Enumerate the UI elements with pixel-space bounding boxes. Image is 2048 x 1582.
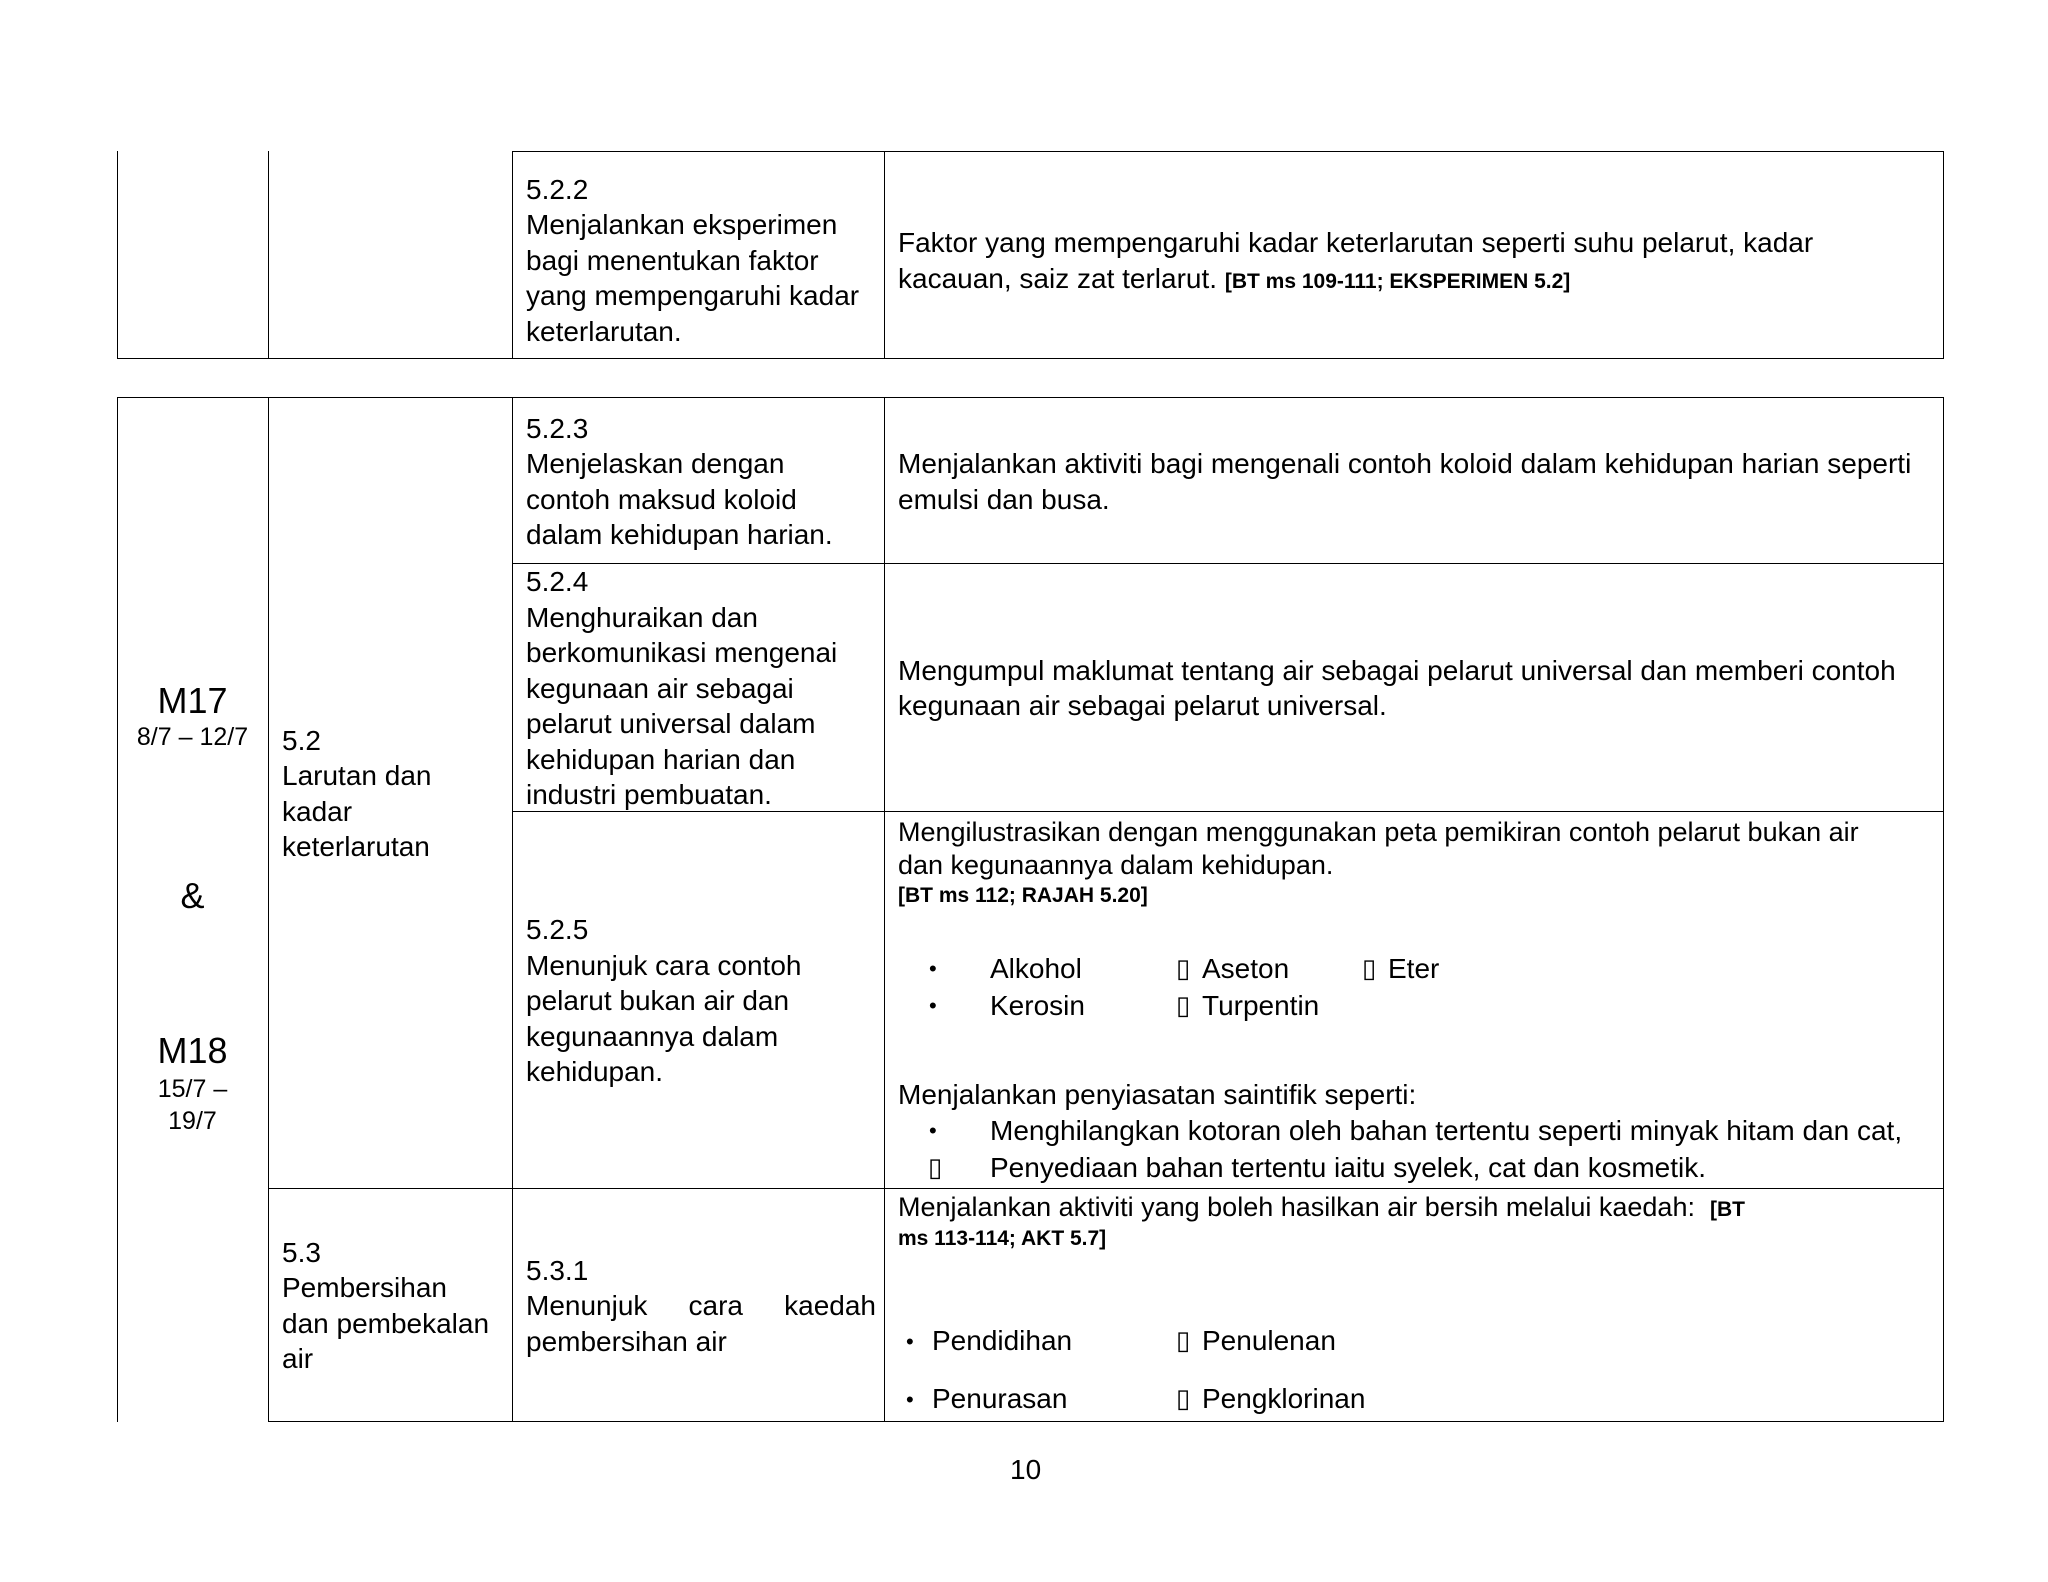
standard-text: pembersihan air <box>526 1326 727 1357</box>
standard-text: kehidupan. <box>526 1056 664 1087</box>
solvent-item: Kerosin <box>990 990 1085 1021</box>
table2-divider <box>884 397 885 1422</box>
standard-code: 5.2.3 <box>526 413 589 444</box>
standard-text: dalam kehidupan harian. <box>526 519 833 550</box>
table1-divider <box>884 151 885 359</box>
activity-text: Mengumpul maklumat tentang air sebagai pelarut universal dan memberi contoh <box>898 655 1896 686</box>
method-item: Pengklorinan <box>1202 1383 1366 1414</box>
topic-title: air <box>282 1343 314 1374</box>
standard-text: industri pembuatan. <box>526 779 772 810</box>
activity-text: Faktor yang mempengaruhi kadar keterlarutan seperti suhu pelarut, kadar <box>898 227 1814 258</box>
week-dates: 19/7 <box>168 1107 217 1135</box>
topic-code: 5.2 <box>282 725 321 756</box>
standard-text: pelarut universal dalam <box>526 708 816 739</box>
box-icon: ▯ <box>1176 990 1191 1020</box>
standard-text: contoh maksud koloid <box>526 484 797 515</box>
page-number: 10 <box>1010 1454 1042 1485</box>
box-icon: ▯ <box>1362 953 1377 983</box>
bullet-icon: • <box>906 1329 914 1354</box>
solvent-item: Eter <box>1388 953 1440 984</box>
topic-title: Larutan dan <box>282 760 432 791</box>
method-item: Penurasan <box>932 1383 1068 1414</box>
bullet-icon: • <box>906 1387 914 1412</box>
standard-text: berkomunikasi mengenai <box>526 637 838 668</box>
bullet-icon: • <box>929 1118 937 1143</box>
table1-bottom-border <box>117 358 1944 359</box>
topic-title: keterlarutan <box>282 831 430 862</box>
box-icon: ▯ <box>928 1152 943 1182</box>
standard-code: 5.2.4 <box>526 566 589 597</box>
row-divider <box>268 1188 1944 1189</box>
table1-left-border <box>117 151 118 359</box>
standard-text: kehidupan harian dan <box>526 744 796 775</box>
table1-right-border <box>1943 151 1944 359</box>
topic-title: dan pembekalan <box>282 1308 490 1339</box>
standard-text: keterlarutan. <box>526 316 682 347</box>
bullet-icon: • <box>929 956 937 981</box>
standard-code: 5.2.5 <box>526 914 589 945</box>
ampersand: & <box>180 875 205 916</box>
standard-code: 5.2.2 <box>526 174 589 205</box>
table1-top-border <box>512 151 1944 152</box>
reference-label: [BT ms 112; RAJAH 5.20] <box>898 884 1148 907</box>
table2-divider <box>268 397 269 1422</box>
standard-text: Menunjuk cara contoh <box>526 950 802 981</box>
activity-text: Mengilustrasikan dengan menggunakan peta pemikiran contoh pelarut bukan air <box>898 817 1859 847</box>
method-item: Penulenan <box>1202 1325 1336 1356</box>
activity-text: kacauan, saiz zat terlarut. [BT ms 109-111; EKSPERIMEN 5.2] <box>898 263 1571 294</box>
reference-label: [BT <box>1709 1198 1745 1221</box>
standard-code: 5.3.1 <box>526 1255 589 1286</box>
standard-text: bagi menentukan faktor <box>526 245 819 276</box>
week-label: M18 <box>157 1030 228 1071</box>
standard-text: pelarut bukan air dan <box>526 985 790 1016</box>
solvent-item: Alkohol <box>990 953 1082 984</box>
activity-text: dan kegunaannya dalam kehidupan. <box>898 850 1334 880</box>
solvent-item: Aseton <box>1202 953 1290 984</box>
table2-divider <box>512 397 513 1422</box>
standard-text: kegunaan air sebagai <box>526 673 794 704</box>
reference-label: ms 113-114; AKT 5.7] <box>898 1227 1107 1250</box>
row-divider <box>512 563 1944 564</box>
bullet-icon: • <box>929 993 937 1018</box>
activity-text: emulsi dan busa. <box>898 484 1110 515</box>
standard-text: Menjalankan eksperimen <box>526 209 838 240</box>
standard-text: Menjelaskan dengan <box>526 448 785 479</box>
box-icon: ▯ <box>1176 1325 1191 1355</box>
topic-title: Pembersihan <box>282 1272 447 1303</box>
week-label: M17 <box>157 680 228 721</box>
table2-right-border <box>1943 397 1944 1422</box>
activity-text: kegunaan air sebagai pelarut universal. <box>898 690 1387 721</box>
table1-divider <box>512 151 513 359</box>
table1-divider <box>268 151 269 359</box>
investigation-item: Penyediaan bahan tertentu iaitu syelek, cat dan kosmetik. <box>990 1152 1706 1183</box>
standard-text: kegunaannya dalam <box>526 1021 779 1052</box>
box-icon: ▯ <box>1176 1383 1191 1413</box>
activity-text: Menjalankan penyiasatan saintifik seperti: <box>898 1079 1417 1110</box>
standard-text: yang mempengaruhi kadar <box>526 280 860 311</box>
activity-text: Menjalankan aktiviti yang boleh hasilkan air bersih melalui kaedah: [BT <box>898 1192 1745 1222</box>
topic-title: kadar <box>282 796 353 827</box>
box-icon: ▯ <box>1176 953 1191 983</box>
week-dates: 15/7 – <box>157 1075 228 1103</box>
investigation-item: Menghilangkan kotoran oleh bahan tertentu seperti minyak hitam dan cat, <box>990 1115 1903 1146</box>
activity-text: Menjalankan aktiviti bagi mengenali contoh koloid dalam kehidupan harian seperti <box>898 448 1912 479</box>
table2-bottom-border <box>268 1421 1944 1422</box>
standard-text: Menunjuk cara kaedah <box>526 1290 876 1321</box>
standard-text: Menghuraikan dan <box>526 602 758 633</box>
table2-top-border <box>117 397 1944 398</box>
week-dates: 8/7 – 12/7 <box>136 723 249 751</box>
solvent-item: Turpentin <box>1202 990 1320 1021</box>
reference-label: [BT ms 109-111; EKSPERIMEN 5.2] <box>1224 270 1571 293</box>
topic-code: 5.3 <box>282 1237 321 1268</box>
method-item: Pendidihan <box>932 1325 1073 1356</box>
